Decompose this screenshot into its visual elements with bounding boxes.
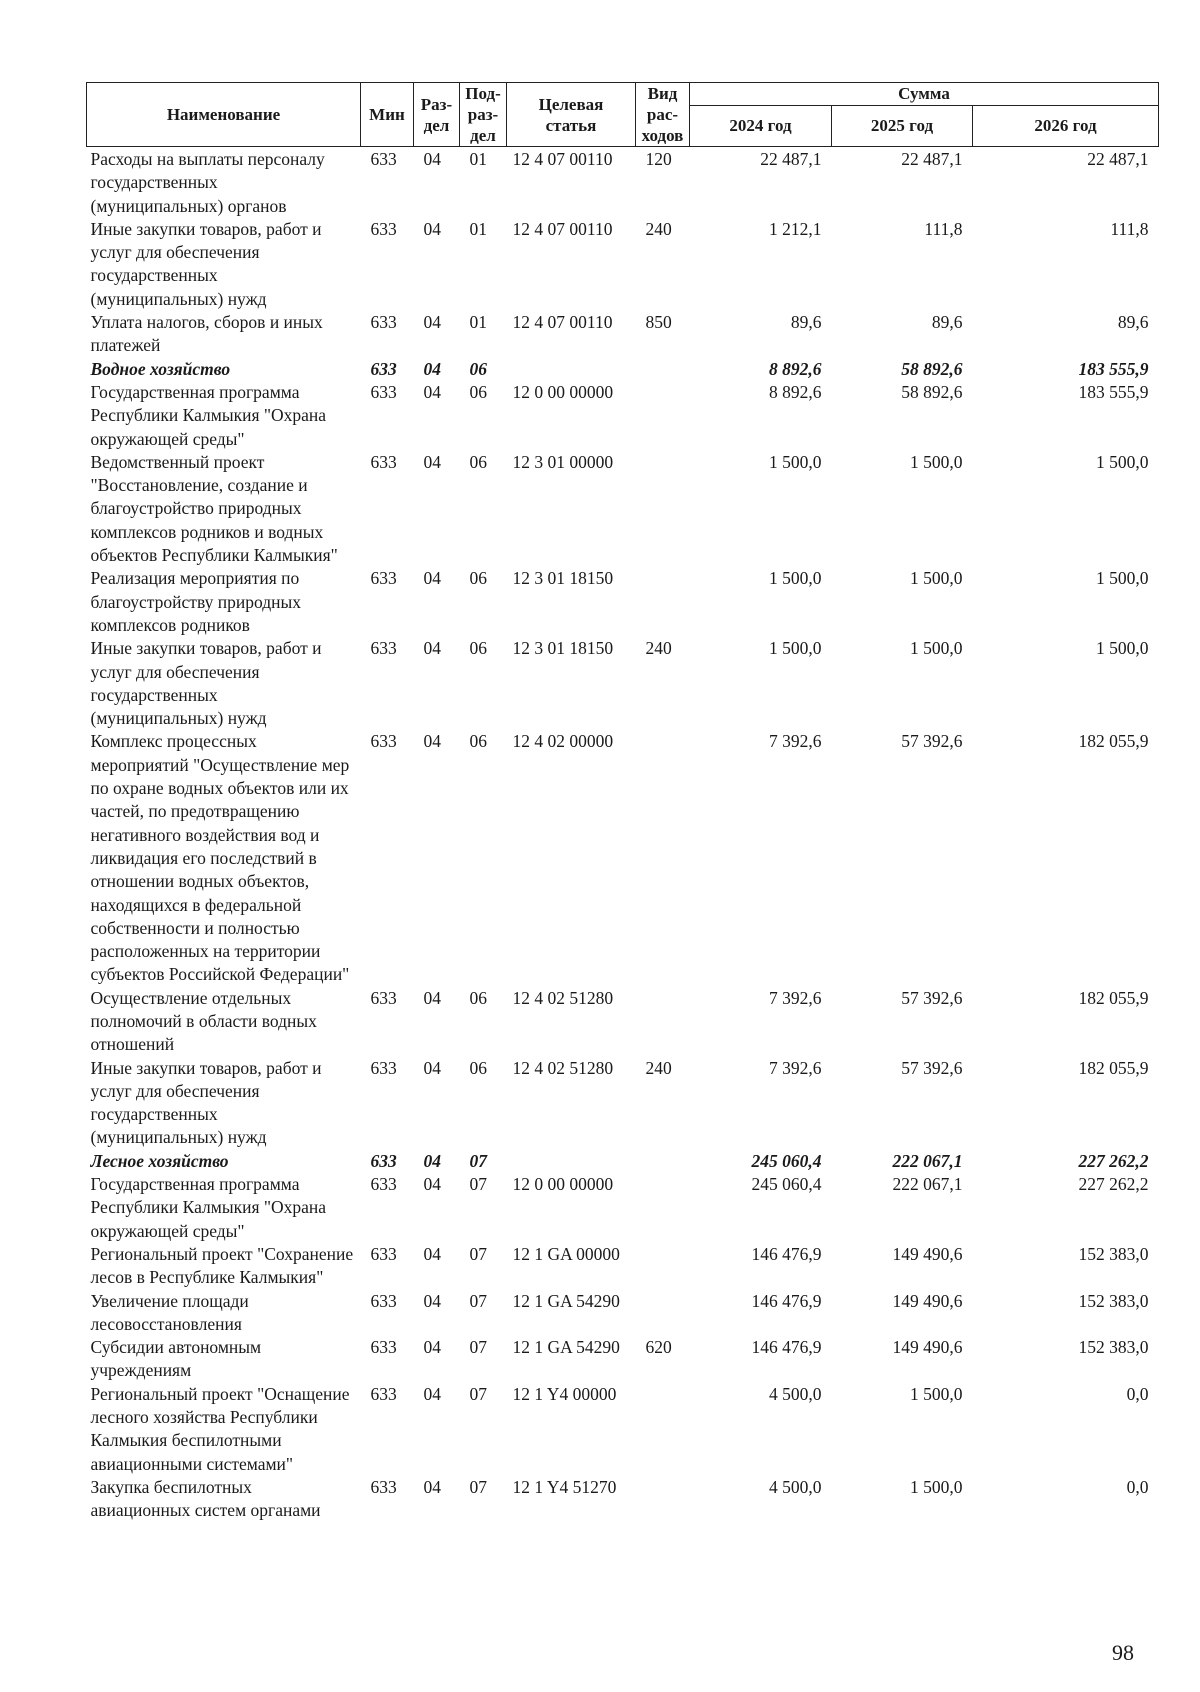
cell-name: Лесное хозяйство: [90, 1150, 229, 1171]
table-row: [87, 637, 1159, 730]
cell-razdel: 04: [423, 1383, 441, 1404]
cell-razdel: 04: [423, 1057, 441, 1078]
table-row: [87, 147, 1159, 218]
header-summa: Сумма: [690, 83, 1159, 106]
header-year-2026: 2026 год: [973, 105, 1159, 146]
cell-2025: 1 500,0: [910, 1476, 963, 1497]
header-podrazdel: Под- раз- дел: [460, 83, 507, 147]
cell-min: 633: [370, 1337, 397, 1358]
cell-2024: 4 500,0: [769, 1383, 822, 1404]
cell-razdel: 04: [423, 1243, 441, 1264]
cell-razdel: 04: [423, 149, 441, 169]
cell-podrazdel: 06: [469, 638, 487, 659]
cell-name: Региональный проект "Сохранение лесов в Республике Калмыкия": [90, 1243, 354, 1288]
cell-name: Ведомственный проект "Восстановление, создание и благоустройство природных комплексов родников и водных объектов Республики Калмыкия": [90, 451, 338, 566]
table-row: [87, 1476, 1159, 1523]
cell-podrazdel: 01: [469, 312, 487, 333]
cell-min: 633: [370, 1383, 397, 1404]
cell-min: 633: [370, 638, 397, 659]
cell-2026: 182 055,9: [1078, 987, 1149, 1008]
cell-vid: 850: [645, 312, 672, 333]
cell-vid: [636, 381, 690, 451]
cell-target: 12 0 00 00000: [512, 1174, 614, 1195]
table-row: [87, 451, 1159, 567]
cell-target: 12 4 07 00110: [512, 312, 613, 333]
table-row: [87, 381, 1159, 451]
cell-2024: 146 476,9: [751, 1290, 822, 1311]
cell-razdel: 04: [423, 1290, 441, 1311]
cell-2025: 149 490,6: [892, 1243, 963, 1264]
cell-2024: 4 500,0: [769, 1476, 822, 1497]
header-vid: Вид рас- ходов: [636, 83, 690, 147]
cell-2025: 149 490,6: [892, 1290, 963, 1311]
table-row: [87, 567, 1159, 637]
cell-2026: 111,8: [1110, 218, 1149, 239]
table-row: [87, 1057, 1159, 1150]
cell-min: 633: [370, 1174, 397, 1195]
cell-podrazdel: 07: [469, 1174, 487, 1195]
cell-vid: [636, 987, 690, 1057]
header-year-2025: 2025 год: [832, 105, 973, 146]
cell-min: 633: [370, 1057, 397, 1078]
cell-name: Расходы на выплаты персоналу государственных (муниципальных) органов: [90, 149, 325, 216]
cell-2025: 149 490,6: [892, 1337, 963, 1358]
cell-podrazdel: 07: [469, 1290, 487, 1311]
cell-2024: 89,6: [790, 312, 822, 333]
cell-razdel: 04: [423, 568, 441, 589]
cell-target: 12 1 Y4 51270: [512, 1476, 617, 1497]
section-row: [87, 358, 1159, 381]
cell-name: Иные закупки товаров, работ и услуг для обеспечения государственных (муниципальных) нужд: [90, 1057, 322, 1148]
cell-name: Иные закупки товаров, работ и услуг для обеспечения государственных (муниципальных) нужд: [90, 638, 322, 729]
cell-min: 633: [370, 218, 397, 239]
cell-2025: 57 392,6: [901, 987, 963, 1008]
cell-2026: 0,0: [1126, 1476, 1149, 1497]
table-row: [87, 730, 1159, 986]
cell-min: 633: [370, 451, 397, 472]
cell-podrazdel: 01: [469, 149, 487, 169]
cell-min: 633: [370, 1243, 397, 1264]
cell-2026: 0,0: [1126, 1383, 1149, 1404]
cell-vid: 240: [645, 1057, 672, 1078]
cell-2024: 1 500,0: [769, 638, 822, 659]
cell-2025: 1 500,0: [910, 1383, 963, 1404]
cell-target: 12 1 GA 54290: [512, 1337, 620, 1358]
cell-podrazdel: 07: [469, 1243, 487, 1264]
header-year-2024: 2024 год: [690, 105, 832, 146]
cell-2024: 7 392,6: [769, 1057, 822, 1078]
cell-2026: 227 262,2: [1078, 1150, 1149, 1171]
cell-podrazdel: 06: [469, 568, 487, 589]
cell-2025: 57 392,6: [901, 731, 963, 752]
cell-vid: [636, 1150, 690, 1173]
table-row: [87, 1290, 1159, 1337]
cell-podrazdel: 06: [469, 731, 487, 752]
cell-podrazdel: 06: [469, 987, 487, 1008]
cell-2024: 245 060,4: [751, 1150, 822, 1171]
cell-target: 12 0 00 00000: [512, 381, 614, 402]
cell-2024: 8 892,6: [769, 358, 822, 379]
cell-name: Осуществление отдельных полномочий в области водных отношений: [90, 987, 317, 1055]
cell-target: 12 4 07 00110: [512, 218, 613, 239]
section-row: [87, 1150, 1159, 1173]
cell-razdel: 04: [423, 451, 441, 472]
cell-target: 12 4 07 00110: [512, 149, 613, 169]
header-target: Целевая статья: [507, 83, 636, 147]
cell-2024: 7 392,6: [769, 731, 822, 752]
cell-target: [507, 1150, 636, 1173]
cell-2025: 111,8: [924, 218, 963, 239]
cell-razdel: 04: [423, 638, 441, 659]
cell-2024: 1 500,0: [769, 568, 822, 589]
cell-vid: 620: [645, 1337, 672, 1358]
cell-2025: 1 500,0: [910, 568, 963, 589]
cell-2024: 7 392,6: [769, 987, 822, 1008]
cell-min: 633: [370, 149, 397, 169]
cell-2025: 58 892,6: [901, 358, 963, 379]
cell-min: 633: [370, 312, 397, 333]
cell-2024: 8 892,6: [769, 381, 822, 402]
cell-razdel: 04: [423, 312, 441, 333]
cell-2024: 245 060,4: [751, 1174, 822, 1195]
cell-vid: [636, 730, 690, 986]
cell-podrazdel: 06: [469, 451, 487, 472]
page-number: 98: [1112, 1640, 1134, 1665]
cell-2026: 152 383,0: [1078, 1337, 1149, 1358]
cell-2026: 152 383,0: [1078, 1290, 1149, 1311]
cell-vid: [636, 358, 690, 381]
cell-podrazdel: 06: [469, 1057, 487, 1078]
cell-podrazdel: 06: [469, 381, 487, 402]
cell-2025: 1 500,0: [910, 451, 963, 472]
cell-name: Реализация мероприятия по благоустройству природных комплексов родников: [90, 568, 301, 635]
table-row: [87, 1336, 1159, 1383]
cell-min: 633: [370, 1150, 397, 1171]
cell-min: 633: [370, 381, 397, 402]
cell-name: Комплекс процессных мероприятий "Осуществление мер по охране водных объектов или их частей, по предотвращению негативного воздействия вод и ликвидация его последствий в отношении водных объектов, находящихся в федеральной собственности и полностью расположенных на территории субъектов Российской Федерации": [90, 731, 350, 985]
cell-vid: [636, 1173, 690, 1243]
cell-2026: 152 383,0: [1078, 1243, 1149, 1264]
table-row: [87, 1383, 1159, 1476]
cell-target: 12 1 GA 54290: [512, 1290, 620, 1311]
cell-2024: 22 487,1: [760, 149, 822, 169]
cell-2026: 183 555,9: [1078, 381, 1149, 402]
cell-name: Государственная программа Республики Калмыкия "Охрана окружающей среды": [90, 1174, 327, 1241]
cell-target: 12 4 02 51280: [512, 987, 614, 1008]
cell-2025: 89,6: [931, 312, 963, 333]
cell-target: 12 3 01 18150: [512, 638, 614, 659]
cell-name: Увеличение площади лесовосстановления: [90, 1290, 249, 1334]
cell-2026: 1 500,0: [1096, 638, 1149, 659]
cell-target: 12 1 Y4 00000: [512, 1383, 617, 1404]
cell-podrazdel: 07: [469, 1337, 487, 1358]
cell-name: Субсидии автономным учреждениям: [90, 1337, 262, 1381]
cell-vid: [636, 1243, 690, 1290]
cell-target: [507, 358, 636, 381]
cell-2026: 22 487,1: [1087, 149, 1149, 169]
cell-razdel: 04: [423, 218, 441, 239]
cell-razdel: 04: [423, 358, 441, 379]
cell-2025: 222 067,1: [892, 1174, 963, 1195]
cell-name: Региональный проект "Оснащение лесного хозяйства Республики Калмыкия беспилотными авиационными системами": [90, 1383, 350, 1474]
cell-name: Уплата налогов, сборов и иных платежей: [90, 312, 323, 356]
cell-2025: 222 067,1: [892, 1150, 963, 1171]
cell-razdel: 04: [423, 1174, 441, 1195]
cell-razdel: 04: [423, 1150, 441, 1171]
table-row: [87, 218, 1159, 311]
cell-vid: [636, 567, 690, 637]
cell-podrazdel: 06: [469, 358, 487, 379]
cell-2026: 227 262,2: [1078, 1174, 1149, 1195]
cell-min: 633: [370, 568, 397, 589]
cell-2025: 57 392,6: [901, 1057, 963, 1078]
cell-vid: 240: [645, 218, 672, 239]
cell-podrazdel: 07: [469, 1150, 487, 1171]
cell-razdel: 04: [423, 1337, 441, 1358]
cell-podrazdel: 07: [469, 1476, 487, 1497]
cell-podrazdel: 01: [469, 218, 487, 239]
cell-2026: 89,6: [1117, 312, 1149, 333]
cell-target: 12 3 01 00000: [512, 451, 614, 472]
cell-razdel: 04: [423, 731, 441, 752]
table-row: [87, 1243, 1159, 1290]
cell-razdel: 04: [423, 987, 441, 1008]
cell-min: 633: [370, 731, 397, 752]
header-name: Наименование: [87, 83, 361, 147]
cell-target: 12 4 02 00000: [512, 731, 614, 752]
cell-name: Иные закупки товаров, работ и услуг для обеспечения государственных (муниципальных) нужд: [90, 218, 322, 309]
cell-2024: 1 212,1: [769, 218, 822, 239]
cell-vid: 120: [645, 149, 672, 169]
cell-vid: [636, 1383, 690, 1476]
cell-min: 633: [370, 1290, 397, 1311]
cell-2026: 1 500,0: [1096, 568, 1149, 589]
cell-2025: 1 500,0: [910, 638, 963, 659]
cell-vid: 240: [645, 638, 672, 659]
cell-min: 633: [370, 1476, 397, 1497]
cell-podrazdel: 07: [469, 1383, 487, 1404]
table-row: [87, 311, 1159, 358]
cell-2024: 146 476,9: [751, 1337, 822, 1358]
cell-target: 12 1 GA 00000: [512, 1243, 620, 1264]
cell-name: Водное хозяйство: [90, 358, 231, 379]
cell-vid: [636, 1290, 690, 1337]
table-header: [87, 83, 1159, 147]
cell-2026: 1 500,0: [1096, 451, 1149, 472]
cell-name: Закупка беспилотных авиационных систем органами: [90, 1476, 321, 1521]
cell-razdel: 04: [423, 381, 441, 402]
cell-2024: 146 476,9: [751, 1243, 822, 1264]
cell-vid: [636, 1476, 690, 1523]
budget-table: [86, 82, 1159, 1523]
cell-razdel: 04: [423, 1476, 441, 1497]
cell-target: 12 3 01 18150: [512, 568, 614, 589]
cell-target: 12 4 02 51280: [512, 1057, 614, 1078]
cell-2026: 183 555,9: [1078, 358, 1149, 379]
cell-2026: 182 055,9: [1078, 1057, 1149, 1078]
cell-min: 633: [370, 987, 397, 1008]
cell-2024: 1 500,0: [769, 451, 822, 472]
header-min: Мин: [361, 83, 414, 147]
cell-name: Государственная программа Республики Калмыкия "Охрана окружающей среды": [90, 381, 327, 449]
cell-2026: 182 055,9: [1078, 731, 1149, 752]
table-row: [87, 987, 1159, 1057]
table-body: [87, 147, 1159, 1523]
table-row: [87, 1173, 1159, 1243]
header-razdel: Раз- дел: [414, 83, 460, 147]
cell-min: 633: [370, 358, 397, 379]
cell-2025: 22 487,1: [901, 149, 963, 169]
cell-vid: [636, 451, 690, 567]
cell-2025: 58 892,6: [901, 381, 963, 402]
